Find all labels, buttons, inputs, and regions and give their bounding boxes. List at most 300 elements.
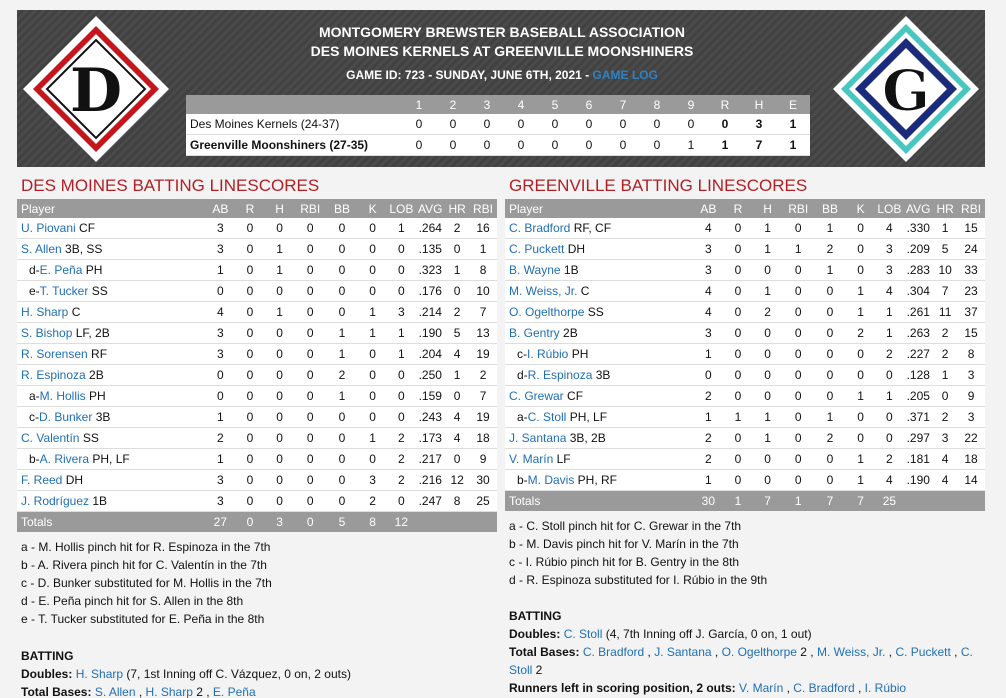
player-cell xyxy=(17,281,206,302)
column-header: H xyxy=(265,199,295,218)
player-link[interactable]: U. Piovani xyxy=(21,221,76,235)
stat-cell: 0 xyxy=(753,386,783,407)
stat-cell: 0 xyxy=(206,386,236,407)
stat-cell: 0 xyxy=(846,260,876,281)
greenville-batting-details xyxy=(509,607,989,697)
totals-stat: 3 xyxy=(265,512,295,533)
player-cell xyxy=(17,470,206,491)
player-cell xyxy=(17,323,206,344)
player-cell xyxy=(505,260,694,281)
inning-score: 0 xyxy=(572,114,606,135)
stat-cell: 0 xyxy=(358,386,388,407)
table-row xyxy=(505,323,985,344)
stat-cell: 0 xyxy=(265,323,295,344)
totals-stat: 12 xyxy=(387,512,415,533)
stat-cell: 1 xyxy=(753,407,783,428)
totals-stat: 5 xyxy=(326,512,358,533)
des-moines-section-title: DES MOINES BATTING LINESCORES xyxy=(21,176,320,195)
stat-cell: 0 xyxy=(294,428,326,449)
stat-cell: 0 xyxy=(235,239,265,260)
sub-prefix: b- xyxy=(29,452,40,466)
stat-cell: 1 xyxy=(694,470,724,491)
stat-cell: 0 xyxy=(723,470,753,491)
stat-cell: 18 xyxy=(957,449,985,470)
stat-cell: 0 xyxy=(723,239,753,260)
stat-cell: 1 xyxy=(846,449,876,470)
batting-heading: BATTING xyxy=(21,649,74,663)
doubles-line xyxy=(509,625,989,643)
linescore-team-name: Greenville Moonshiners (27-35) xyxy=(186,135,402,156)
player-position: LF xyxy=(553,452,571,466)
player-position: CF xyxy=(563,389,584,403)
stat-cell: 0 xyxy=(294,449,326,470)
stat-cell: 0 xyxy=(326,260,358,281)
linescore-table xyxy=(186,95,810,156)
stat-cell: .181 xyxy=(903,449,933,470)
table-row xyxy=(17,428,497,449)
player-position: RF xyxy=(87,347,108,361)
stat-cell: 0 xyxy=(846,344,876,365)
player-link[interactable]: J. Rodríguez xyxy=(21,494,90,508)
stat-cell: .216 xyxy=(415,470,445,491)
substitution-note: e - T. Tucker substituted for E. Peña in the 8th xyxy=(21,612,265,626)
table-row xyxy=(505,449,985,470)
inning-score: 0 xyxy=(606,135,640,156)
game-log-link[interactable]: GAME LOG xyxy=(592,68,658,82)
stat-cell: 3 xyxy=(206,470,236,491)
stat-cell: 0 xyxy=(782,260,814,281)
stat-cell: .159 xyxy=(415,386,445,407)
player-cell xyxy=(17,260,206,281)
stat-cell: 1 xyxy=(753,239,783,260)
stat-cell: 1 xyxy=(875,323,903,344)
linescore-column-header: 7 xyxy=(606,95,640,114)
doubles-detail: (7, 1st Inning off C. Vázquez, 0 on, 2 outs) xyxy=(123,667,351,681)
player-position: DH xyxy=(62,473,84,487)
stat-cell: 0 xyxy=(723,281,753,302)
player-link[interactable]: S. Allen xyxy=(21,242,62,256)
stat-cell: 0 xyxy=(265,281,295,302)
stat-cell: 0 xyxy=(358,260,388,281)
linescore-column-header: 2 xyxy=(436,95,470,114)
total-bases-label: Total Bases: xyxy=(509,645,580,659)
player-link[interactable]: C. Bradford xyxy=(582,645,645,659)
player-link[interactable]: T. Tucker xyxy=(39,284,89,298)
runners-left-label: Runners left in scoring position, 2 outs: xyxy=(509,681,736,695)
player-position: LF, 2B xyxy=(72,326,110,340)
des-moines-batting-details xyxy=(21,647,501,698)
linescore-column-header: 3 xyxy=(470,95,504,114)
stat-cell: 0 xyxy=(265,218,295,239)
table-row xyxy=(505,281,985,302)
stat-cell: 0 xyxy=(294,344,326,365)
batting-header-row xyxy=(17,199,497,218)
stat-cell: 0 xyxy=(294,407,326,428)
stat-cell: 0 xyxy=(235,365,265,386)
doubles-line xyxy=(21,665,501,683)
player-link[interactable]: C. Stoll xyxy=(527,410,567,424)
stat-cell: 9 xyxy=(469,449,497,470)
player-cell xyxy=(17,386,206,407)
totals-stat: 1 xyxy=(782,491,814,512)
player-link[interactable]: R. Espinoza xyxy=(21,368,86,382)
totals-stat: 27 xyxy=(206,512,236,533)
player-link[interactable]: D. Bunker xyxy=(39,410,93,424)
substitution-note: c - I. Rúbio pinch hit for B. Gentry in the 8th xyxy=(509,555,740,569)
column-header: H xyxy=(753,199,783,218)
player-link[interactable]: H. Sharp xyxy=(75,667,124,681)
stat-cell: 0 xyxy=(445,449,469,470)
stat-cell: 0 xyxy=(235,344,265,365)
stat-cell: 1 xyxy=(387,323,415,344)
stat-cell: 0 xyxy=(782,407,814,428)
linescore-row xyxy=(186,135,810,156)
batting-header-row xyxy=(505,199,985,218)
table-row xyxy=(505,365,985,386)
stat-cell: 0 xyxy=(294,239,326,260)
stat-cell: 3 xyxy=(206,344,236,365)
stat-cell: .209 xyxy=(903,239,933,260)
player-link[interactable]: S. Allen xyxy=(94,685,136,698)
substitution-note: a - C. Stoll pinch hit for C. Grewar in the 7th xyxy=(509,519,742,533)
player-cell xyxy=(505,323,694,344)
inning-score: 0 xyxy=(470,135,504,156)
player-link[interactable]: B. Wayne xyxy=(509,263,561,277)
stat-cell: 0 xyxy=(723,428,753,449)
column-header: R xyxy=(723,199,753,218)
inning-score: 0 xyxy=(504,114,538,135)
stat-cell: 0 xyxy=(294,386,326,407)
stat-cell: 2 xyxy=(694,449,724,470)
table-row xyxy=(505,218,985,239)
player-link[interactable]: S. Bishop xyxy=(21,326,73,340)
totals-stat xyxy=(415,512,445,533)
stat-cell: 0 xyxy=(265,386,295,407)
stat-cell: 3 xyxy=(694,323,724,344)
doubles-label: Doubles: xyxy=(21,667,73,681)
total-bases-count: 2 xyxy=(532,663,543,677)
stat-cell: 0 xyxy=(782,386,814,407)
stat-cell: 1 xyxy=(206,449,236,470)
stat-cell: 0 xyxy=(235,302,265,323)
player-link[interactable]: B. Gentry xyxy=(509,326,560,340)
stat-cell: 1 xyxy=(265,302,295,323)
stat-cell: 0 xyxy=(387,407,415,428)
inning-score: 0 xyxy=(402,114,436,135)
player-link[interactable]: A. Rivera xyxy=(39,452,90,466)
column-header: K xyxy=(358,199,388,218)
stat-cell: .247 xyxy=(415,491,445,512)
linescore-total-r: 1 xyxy=(708,135,742,156)
stat-cell: 3 xyxy=(206,239,236,260)
stat-cell: 0 xyxy=(326,407,358,428)
linescore-total-h: 3 xyxy=(742,114,776,135)
stat-cell: 0 xyxy=(387,239,415,260)
substitution-note: c - D. Bunker substituted for M. Hollis in the 7th xyxy=(21,576,272,590)
inning-score: 0 xyxy=(402,135,436,156)
player-cell xyxy=(505,281,694,302)
stat-cell: 2 xyxy=(933,344,957,365)
stat-cell: 0 xyxy=(846,428,876,449)
linescore-column-header: 1 xyxy=(402,95,436,114)
table-row xyxy=(505,407,985,428)
totals-stat: 1 xyxy=(723,491,753,512)
stat-cell: 0 xyxy=(782,218,814,239)
player-link[interactable]: V. Marín xyxy=(509,452,554,466)
column-header: BB xyxy=(814,199,846,218)
player-position: PH, LF xyxy=(89,452,130,466)
player-link[interactable]: E. Peña xyxy=(212,685,256,698)
stat-cell: 0 xyxy=(294,323,326,344)
player-link[interactable]: H. Sharp xyxy=(21,305,69,319)
inning-score: 0 xyxy=(436,114,470,135)
stat-cell: 0 xyxy=(326,428,358,449)
totals-stat: 0 xyxy=(235,512,265,533)
player-link[interactable]: E. Peña xyxy=(39,263,83,277)
player-cell xyxy=(505,407,694,428)
player-link[interactable]: C. Valentín xyxy=(21,431,80,445)
stat-cell: 0 xyxy=(782,281,814,302)
stat-cell: 0 xyxy=(326,449,358,470)
stat-cell: 15 xyxy=(957,218,985,239)
stat-cell: 2 xyxy=(814,239,846,260)
stat-cell: 0 xyxy=(387,260,415,281)
stat-cell: 3 xyxy=(957,365,985,386)
stat-cell: 0 xyxy=(206,365,236,386)
stat-cell: 7 xyxy=(469,386,497,407)
stat-cell: 0 xyxy=(326,239,358,260)
game-id-text: GAME ID: 723 - SUNDAY, JUNE 6TH, 2021 - xyxy=(346,68,593,82)
linescore-column-header: H xyxy=(742,95,776,114)
total-bases-line: Total Bases: C. Bradford , J. Santana , O. Ogelthorpe 2 , M. Weiss, Jr. , C. Puckett , C. Stoll 2 xyxy=(509,645,973,677)
stat-cell: 1 xyxy=(326,323,358,344)
stat-cell: 1 xyxy=(782,239,814,260)
player-link[interactable]: J. Santana xyxy=(654,645,712,659)
stat-cell: 1 xyxy=(694,344,724,365)
totals-stat: 7 xyxy=(753,491,783,512)
stat-cell: 1 xyxy=(753,428,783,449)
table-row xyxy=(17,449,497,470)
stat-cell: 4 xyxy=(445,407,469,428)
stat-cell: 0 xyxy=(723,302,753,323)
totals-stat xyxy=(933,491,957,512)
stat-cell: 0 xyxy=(265,449,295,470)
player-link[interactable]: C. Bradford xyxy=(793,681,855,695)
stat-cell: 0 xyxy=(265,491,295,512)
linescore-header-row xyxy=(186,95,810,114)
player-cell xyxy=(17,239,206,260)
totals-row xyxy=(505,491,985,512)
stat-cell: 8 xyxy=(957,344,985,365)
stat-cell: 1 xyxy=(846,470,876,491)
sub-prefix: a- xyxy=(517,410,528,424)
total-bases-line: Total Bases: S. Allen , H. Sharp 2 , E. Peña xyxy=(21,685,256,698)
stat-cell: 0 xyxy=(387,365,415,386)
player-link[interactable]: C. Grewar xyxy=(509,389,564,403)
stat-cell: .190 xyxy=(903,470,933,491)
table-row xyxy=(17,239,497,260)
stat-cell: 3 xyxy=(206,323,236,344)
linescore-row xyxy=(186,114,810,135)
stat-cell: 0 xyxy=(782,428,814,449)
player-link[interactable]: I. Rúbio xyxy=(527,347,569,361)
player-link[interactable]: F. Reed xyxy=(21,473,63,487)
stat-cell: 4 xyxy=(875,470,903,491)
stat-cell: 0 xyxy=(294,281,326,302)
player-link[interactable]: R. Sorensen xyxy=(21,347,88,361)
player-link[interactable]: C. Puckett xyxy=(509,242,565,256)
stat-cell: .330 xyxy=(903,218,933,239)
player-link[interactable]: O. Ogelthorpe xyxy=(509,305,585,319)
column-header: BB xyxy=(326,199,358,218)
player-link[interactable]: V. Marín xyxy=(739,681,784,695)
totals-label: Totals xyxy=(17,512,206,533)
player-link[interactable]: M. Davis xyxy=(527,473,575,487)
stat-cell: 0 xyxy=(326,491,358,512)
stat-cell: 15 xyxy=(957,323,985,344)
stat-cell: 0 xyxy=(753,344,783,365)
stat-cell: 4 xyxy=(694,281,724,302)
stat-cell: 8 xyxy=(445,491,469,512)
greenville-sub-notes xyxy=(509,517,767,589)
substitution-note: d - E. Peña pinch hit for S. Allen in the 8th xyxy=(21,594,244,608)
stat-cell: 0 xyxy=(814,344,846,365)
stat-cell: 1 xyxy=(753,218,783,239)
stat-cell: 10 xyxy=(469,281,497,302)
stat-cell: 2 xyxy=(694,428,724,449)
column-header: Player xyxy=(17,199,206,218)
totals-stat xyxy=(903,491,933,512)
player-link[interactable]: C. Puckett xyxy=(895,645,951,659)
total-bases-count: 2 xyxy=(796,645,807,659)
stat-cell: 0 xyxy=(265,470,295,491)
stat-cell: 0 xyxy=(814,281,846,302)
stat-cell: 0 xyxy=(294,218,326,239)
stat-cell: 1 xyxy=(875,302,903,323)
table-row xyxy=(17,386,497,407)
table-row xyxy=(505,428,985,449)
stat-cell: 1 xyxy=(265,260,295,281)
stat-cell: 0 xyxy=(814,470,846,491)
total-bases-label: Total Bases: xyxy=(21,685,92,698)
player-link[interactable]: C. Stoll xyxy=(563,627,603,641)
stat-cell: 0 xyxy=(294,260,326,281)
stat-cell: 0 xyxy=(235,260,265,281)
stat-cell: 0 xyxy=(753,470,783,491)
player-link[interactable]: M. Hollis xyxy=(39,389,86,403)
stat-cell: 0 xyxy=(326,281,358,302)
player-link[interactable]: I. Rúbio xyxy=(864,681,907,695)
stat-cell: 0 xyxy=(875,428,903,449)
player-link[interactable]: M. Weiss, Jr. xyxy=(816,645,886,659)
stat-cell: 0 xyxy=(814,323,846,344)
stat-cell: 1 xyxy=(846,281,876,302)
player-link[interactable]: R. Espinoza xyxy=(527,368,593,382)
substitution-note: b - M. Davis pinch hit for V. Marín in the 7th xyxy=(509,537,739,551)
player-link[interactable]: H. Sharp xyxy=(145,685,193,698)
stat-cell: 0 xyxy=(723,323,753,344)
stat-cell: 0 xyxy=(753,365,783,386)
stat-cell: 1 xyxy=(358,428,388,449)
stat-cell: 0 xyxy=(846,365,876,386)
linescore-column-header xyxy=(186,95,402,114)
game-id-line xyxy=(192,68,812,82)
stat-cell: 5 xyxy=(933,239,957,260)
column-header: LOB xyxy=(387,199,415,218)
inning-score: 1 xyxy=(674,135,708,156)
stat-cell: 0 xyxy=(265,428,295,449)
association-title: MONTGOMERY BREWSTER BASEBALL ASSOCIATION xyxy=(318,24,686,40)
column-header: AB xyxy=(694,199,724,218)
stat-cell: 2 xyxy=(387,449,415,470)
stat-cell: 0 xyxy=(814,365,846,386)
stat-cell: 8 xyxy=(469,260,497,281)
batting-heading: BATTING xyxy=(509,609,562,623)
stat-cell: 0 xyxy=(235,386,265,407)
player-link[interactable]: C. Stoll xyxy=(509,645,973,677)
linescore-column-header: 6 xyxy=(572,95,606,114)
stat-cell: 0 xyxy=(294,470,326,491)
stat-cell: .190 xyxy=(415,323,445,344)
player-link[interactable]: O. Ogelthorpe xyxy=(721,645,797,659)
player-link[interactable]: J. Santana xyxy=(509,431,567,445)
inning-score: 0 xyxy=(504,135,538,156)
stat-cell: .176 xyxy=(415,281,445,302)
player-link[interactable]: C. Bradford xyxy=(509,221,571,235)
player-cell xyxy=(505,365,694,386)
column-header: RBI xyxy=(957,199,985,218)
stat-cell: 2 xyxy=(358,491,388,512)
stat-cell: 0 xyxy=(235,428,265,449)
totals-stat: 7 xyxy=(814,491,846,512)
stat-cell: 0 xyxy=(387,281,415,302)
table-row xyxy=(17,302,497,323)
matchup-title: DES MOINES KERNELS AT GREENVILLE MOONSHINERS xyxy=(310,43,694,59)
column-header: R xyxy=(235,199,265,218)
table-row xyxy=(17,470,497,491)
totals-stat xyxy=(957,491,985,512)
stat-cell: 10 xyxy=(933,260,957,281)
stat-cell: 0 xyxy=(782,470,814,491)
totals-stat: 8 xyxy=(358,512,388,533)
stat-cell: 1 xyxy=(206,260,236,281)
column-header: AVG xyxy=(415,199,445,218)
table-row xyxy=(17,344,497,365)
stat-cell: 24 xyxy=(957,239,985,260)
stat-cell: 16 xyxy=(469,218,497,239)
sub-prefix: d- xyxy=(517,368,528,382)
substitution-note: b - A. Rivera pinch hit for C. Valentín in the 7th xyxy=(21,558,267,572)
sub-prefix: a- xyxy=(29,389,40,403)
stat-cell: .243 xyxy=(415,407,445,428)
player-link[interactable]: M. Weiss, Jr. xyxy=(509,284,578,298)
inning-score: 0 xyxy=(572,135,606,156)
stat-cell: 3 xyxy=(933,428,957,449)
inning-score: 0 xyxy=(538,135,572,156)
player-position: 3B xyxy=(592,368,611,382)
stat-cell: .250 xyxy=(415,365,445,386)
stat-cell: 0 xyxy=(753,323,783,344)
player-cell xyxy=(505,239,694,260)
totals-stat: 7 xyxy=(846,491,876,512)
linescore-column-header: 8 xyxy=(640,95,674,114)
stat-cell: 2 xyxy=(933,323,957,344)
stat-cell: 4 xyxy=(933,470,957,491)
stat-cell: 1 xyxy=(933,365,957,386)
stat-cell: 1 xyxy=(814,260,846,281)
stat-cell: 1 xyxy=(358,302,388,323)
stat-cell: 0 xyxy=(723,386,753,407)
